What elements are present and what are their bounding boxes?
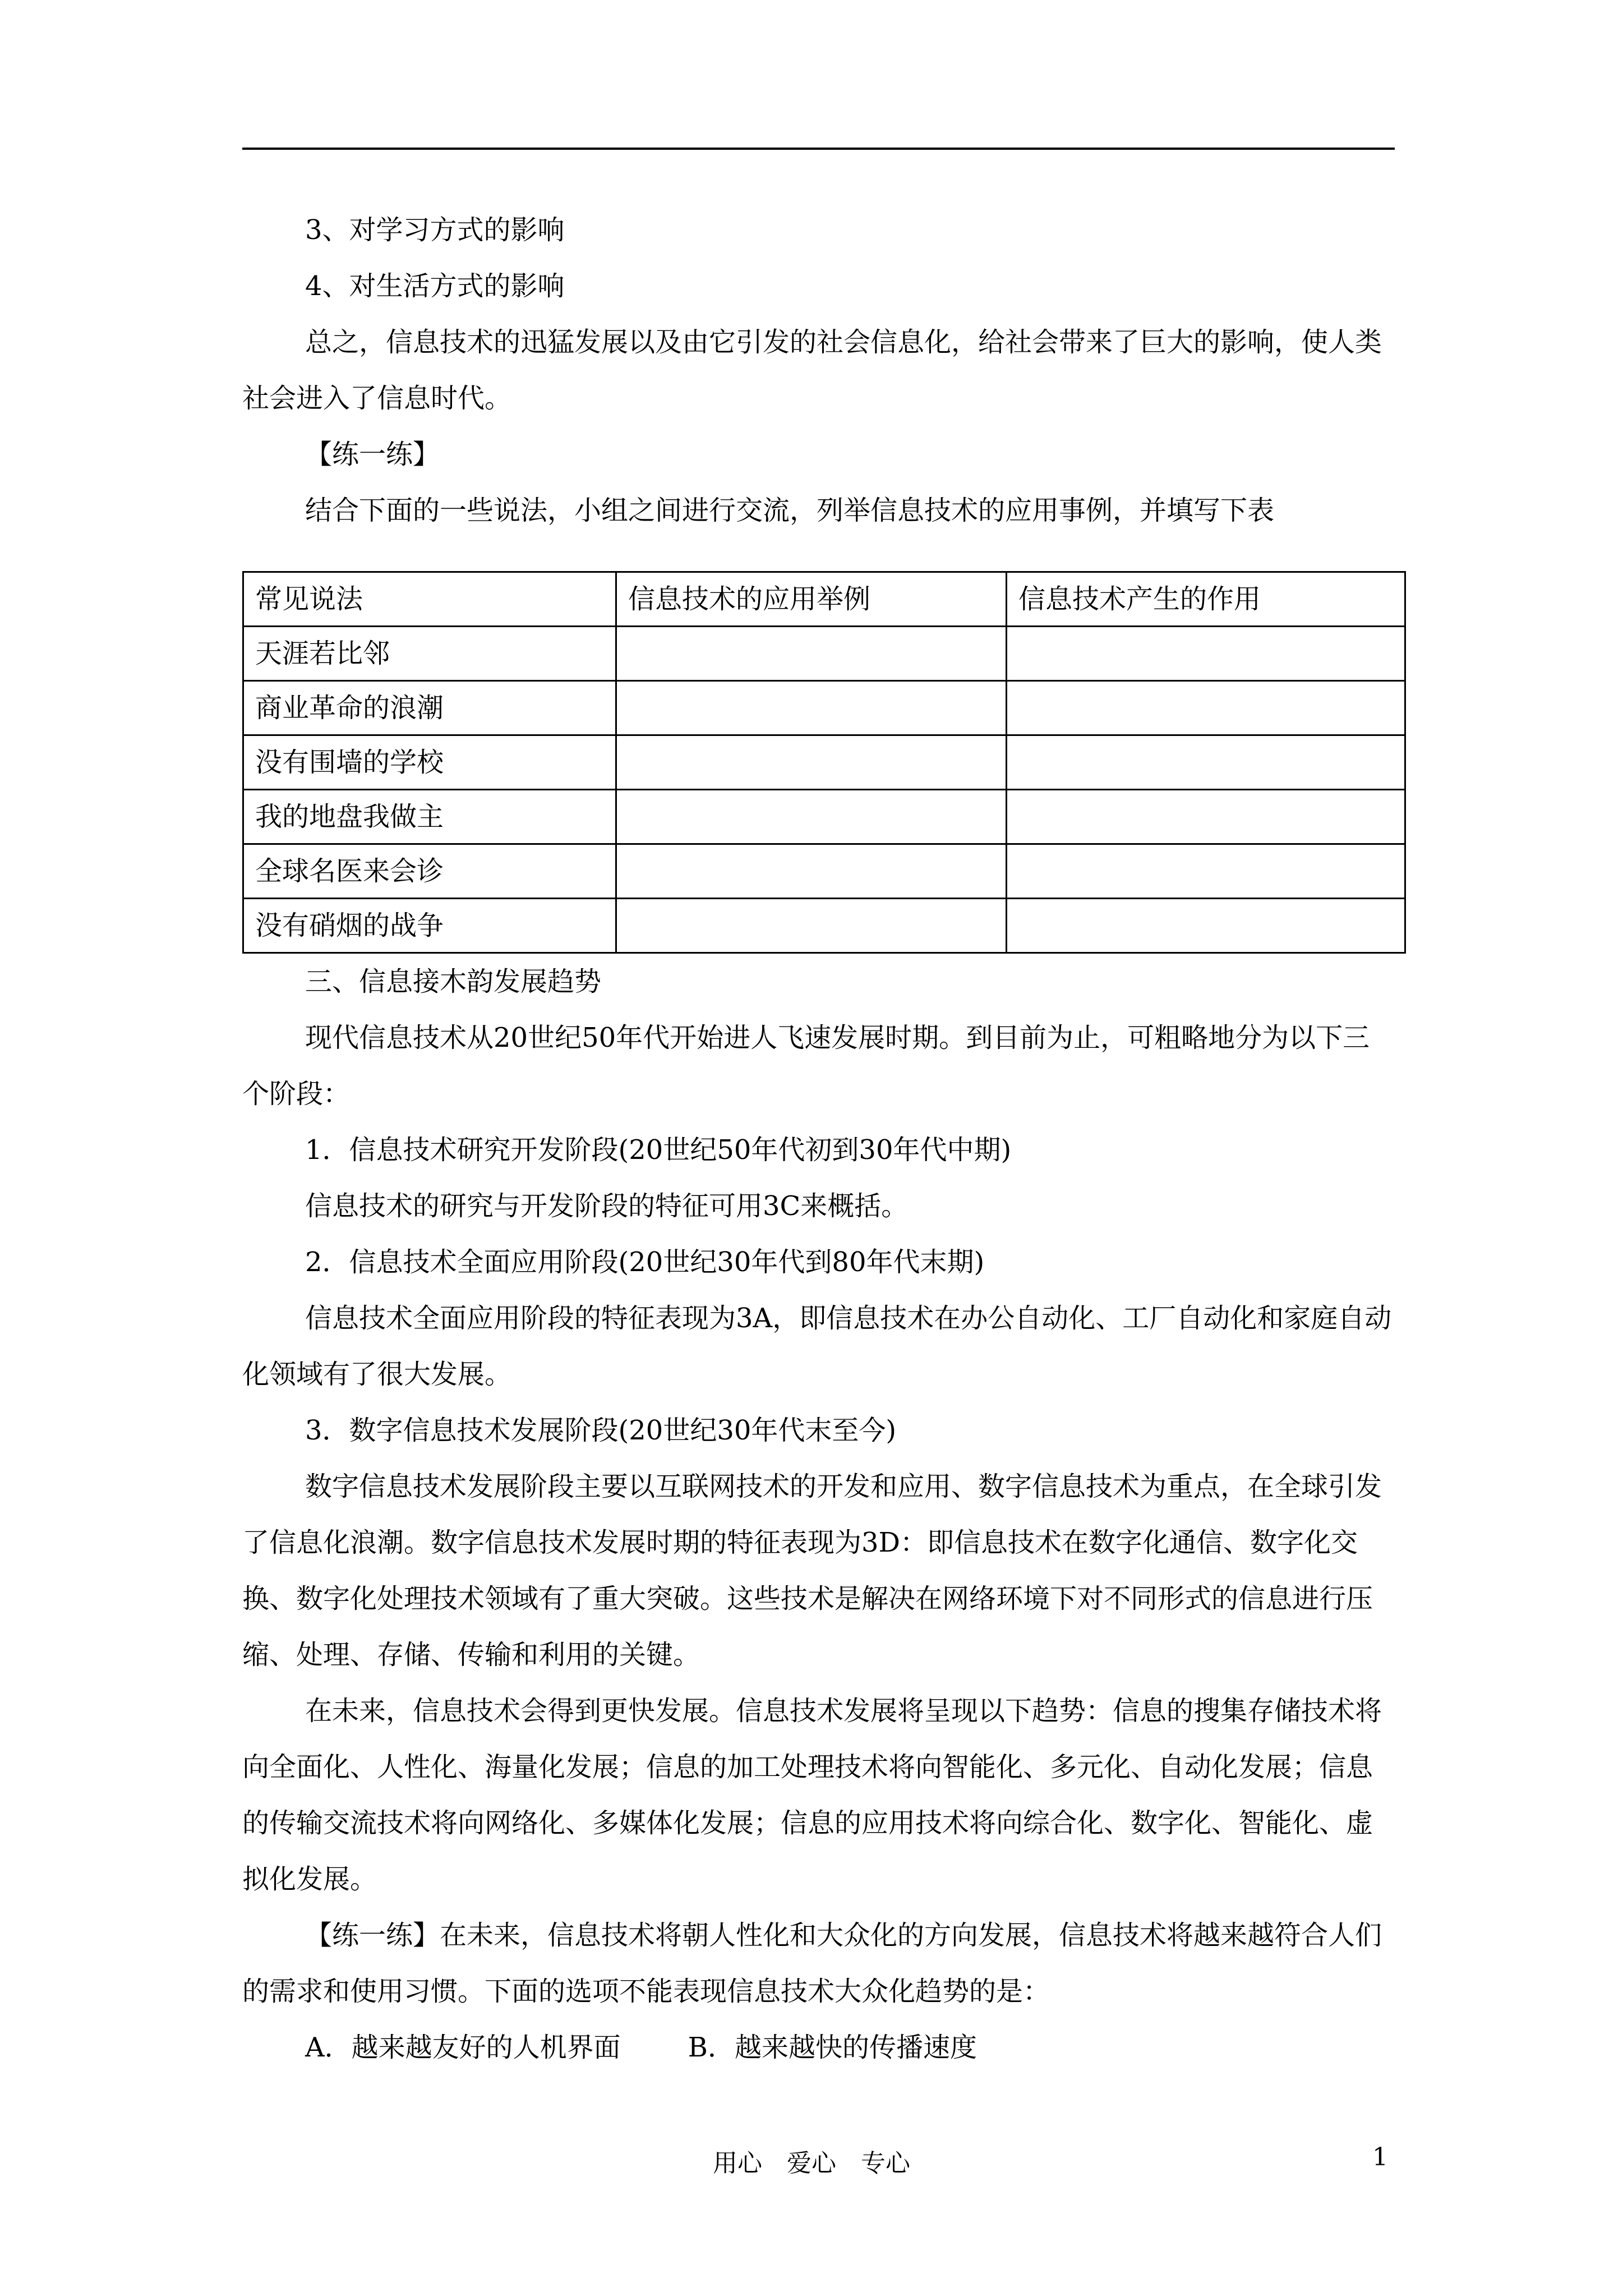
table-header-cell: 常见说法 xyxy=(243,572,616,627)
header-rule xyxy=(242,148,1395,150)
exercise-heading: 【练一练】 xyxy=(305,439,440,470)
table-cell xyxy=(1007,735,1405,790)
table-cell: 全球名医来会诊 xyxy=(243,844,616,899)
table-row xyxy=(243,790,1405,844)
exercise-table xyxy=(242,571,1406,954)
table-cell xyxy=(1007,844,1405,899)
paragraph: 总之，信息技术的迅猛发展以及由它引发的社会信息化，给社会带来了巨大的影响，使人类社会进入了信息时代。 xyxy=(242,326,1382,414)
table-header-cell: 信息技术产生的作用 xyxy=(1007,572,1405,627)
page-content xyxy=(242,202,1395,2076)
table-row xyxy=(243,627,1405,681)
table-header-cell: 信息技术的应用举例 xyxy=(616,572,1007,627)
table-row xyxy=(243,681,1405,735)
stage-heading: 2．信息技术全面应用阶段(20世纪30年代到80年代末期) xyxy=(305,1246,985,1278)
table-cell xyxy=(1007,627,1405,681)
table-header-row xyxy=(243,572,1405,627)
table-cell xyxy=(1007,790,1405,844)
answer-options xyxy=(242,2019,1395,2076)
table-cell: 我的地盘我做主 xyxy=(243,790,616,844)
paragraph: 信息技术全面应用阶段的特征表现为3A，即信息技术在办公自动化、工厂自动化和家庭自动化领域有了很大发展。 xyxy=(242,1303,1392,1390)
section-heading: 三、信息接木韵发展趋势 xyxy=(305,966,602,997)
table-cell xyxy=(616,681,1007,735)
paragraph: 3、对学习方式的影响 xyxy=(305,214,565,246)
table-cell xyxy=(1007,681,1405,735)
paragraph: 数字信息技术发展阶段主要以互联网技术的开发和应用、数字信息技术为重点，在全球引发了信息化浪潮。数字信息技术发展时期的特征表现为3D：即信息技术在数字化通信、数字化交换、数字化处理技术领域有了重大突破。这些技术是解决在网络环境下对不同形式的信息进行压缩、处理、存储、传输和利用的关键。 xyxy=(242,1471,1382,1671)
table-cell xyxy=(616,790,1007,844)
option-a: A．越来越友好的人机界面 xyxy=(305,2032,621,2063)
table-cell xyxy=(616,899,1007,953)
table-cell: 商业革命的浪潮 xyxy=(243,681,616,735)
exercise-table-wrap xyxy=(242,571,1395,954)
paragraph: 4、对生活方式的影响 xyxy=(305,270,565,302)
table-row xyxy=(243,844,1405,899)
table-cell xyxy=(1007,899,1405,953)
paragraph: 在未来，信息技术会得到更快发展。信息技术发展将呈现以下趋势：信息的搜集存储技术将向全面化、人性化、海量化发展；信息的加工处理技术将向智能化、多元化、自动化发展；信息的传输交流技术将向网络化、多媒体化发展；信息的应用技术将向综合化、数字化、智能化、虚拟化发展。 xyxy=(242,1695,1382,1895)
table-row xyxy=(243,899,1405,953)
exercise-question: 【练一练】在未来，信息技术将朝人性化和大众化的方向发展，信息技术将越来越符合人们的需求和使用习惯。下面的选项不能表现信息技术大众化趋势的是： xyxy=(242,1920,1382,2007)
table-cell xyxy=(616,844,1007,899)
table-row xyxy=(243,735,1405,790)
table-cell: 没有硝烟的战争 xyxy=(243,899,616,953)
paragraph: 现代信息技术从20世纪50年代开始进人飞速发展时期。到目前为止，可粗略地分为以下三个阶段： xyxy=(242,1022,1370,1110)
stage-heading: 1．信息技术研究开发阶段(20世纪50年代初到30年代中期) xyxy=(305,1134,1012,1166)
table-cell: 天涯若比邻 xyxy=(243,627,616,681)
table-cell xyxy=(616,627,1007,681)
paragraph: 结合下面的一些说法，小组之间进行交流，列举信息技术的应用事例，并填写下表 xyxy=(305,495,1275,526)
footer-motto: 用心 爱心 专心 xyxy=(713,2149,910,2178)
stage-heading: 3．数字信息技术发展阶段(20世纪30年代末至今) xyxy=(305,1415,897,1446)
option-b: B．越来越快的传播速度 xyxy=(688,2032,977,2063)
paragraph: 信息技术的研究与开发阶段的特征可用3C来概括。 xyxy=(305,1190,909,1222)
table-cell: 没有围墙的学校 xyxy=(243,735,616,790)
table-cell xyxy=(616,735,1007,790)
page-number: 1 xyxy=(1372,2143,1388,2171)
